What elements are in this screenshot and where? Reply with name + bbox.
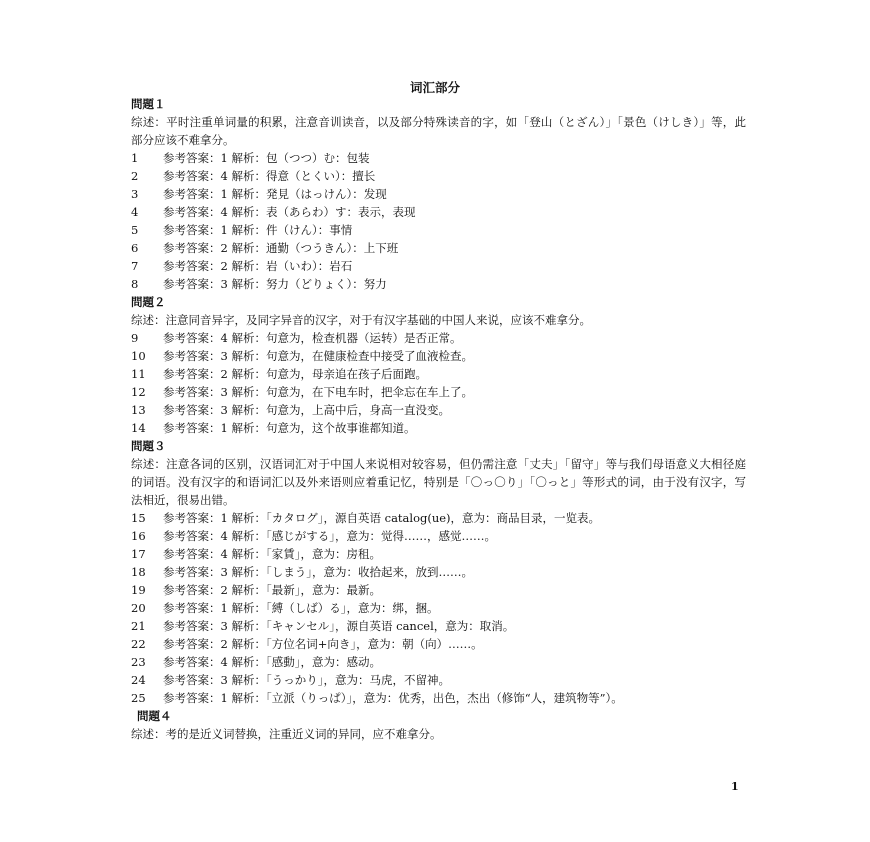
page-number: 1 (731, 780, 739, 793)
section-heading: 問題２ (131, 295, 166, 309)
answer-item (131, 221, 746, 239)
section-intro: 综述：注意各词的区别，汉语词汇对于中国人来说相对较容易，但仍需注意「丈夫」「留守」等与我们母语意义大相径庭的词语。没有汉字的和语词汇以及外来语则应着重记忆，特别是「〇っ〇り」「〇っと」等形式的词，由于没有汉字，写法相近，很易出错。 (131, 457, 746, 507)
answer-item (131, 635, 746, 653)
item-number: 9 (131, 331, 139, 345)
item-text: 参考答案：1 解析：句意为，这个故事谁都知道。 (163, 421, 416, 435)
item-text: 参考答案：4 解析：表（あらわ）す：表示，表现 (163, 205, 416, 219)
answer-item (131, 599, 746, 617)
section-heading: 問題１ (131, 97, 166, 111)
answer-item (131, 671, 746, 689)
item-number: 4 (131, 205, 139, 219)
item-text: 参考答案：3 解析：「キャンセル」，源自英语 cancel，意为：取消。 (163, 619, 515, 633)
answer-item (131, 203, 746, 221)
answer-item (131, 257, 746, 275)
item-text: 参考答案：2 解析：通勤（つうきん）：上下班 (163, 241, 399, 255)
answer-item (131, 347, 746, 365)
document-body (131, 95, 746, 743)
item-number: 7 (131, 259, 139, 273)
item-text: 参考答案：3 解析：努力（どりょく）：努力 (163, 277, 387, 291)
item-number: 18 (131, 565, 146, 579)
item-text: 参考答案：1 解析：「縛（しば）る」，意为：绑，捆。 (163, 601, 439, 615)
item-text: 参考答案：2 解析：「方位名词+向き」，意为：朝（向）……。 (163, 637, 483, 651)
item-text: 参考答案：3 解析：句意为，上高中后，身高一直没变。 (163, 403, 450, 417)
answer-item (131, 401, 746, 419)
item-text: 参考答案：4 解析：「感動」，意为：感动。 (163, 655, 381, 669)
item-number: 1 (131, 151, 139, 165)
item-number: 23 (131, 655, 146, 669)
item-number: 24 (131, 673, 146, 687)
item-number: 15 (131, 511, 146, 525)
item-number: 17 (131, 547, 146, 561)
item-number: 3 (131, 187, 139, 201)
item-number: 22 (131, 637, 146, 651)
item-text: 参考答案：1 解析：包（つつ）む：包装 (163, 151, 370, 165)
answer-item (131, 689, 746, 707)
item-text: 参考答案：2 解析：句意为，母亲追在孩子后面跑。 (163, 367, 427, 381)
item-text: 参考答案：1 解析：「立派（りっぱ）」，意为：优秀，出色，杰出（修饰“人，建筑物等”）。 (163, 691, 623, 705)
item-number: 21 (131, 619, 146, 633)
page-title: 词汇部分 (409, 80, 460, 95)
answer-item (131, 419, 746, 437)
item-text: 参考答案：4 解析：「感じがする」，意为：觉得……，感觉……。 (163, 529, 496, 543)
item-number: 25 (131, 691, 146, 705)
item-number: 14 (131, 421, 146, 435)
answer-item (131, 275, 746, 293)
item-number: 8 (131, 277, 139, 291)
item-number: 6 (131, 241, 139, 255)
answer-item (131, 149, 746, 167)
item-text: 参考答案：2 解析：岩（いわ）：岩石 (163, 259, 353, 273)
item-text: 参考答案：3 解析：「うっかり」，意为：马虎，不留神。 (163, 673, 450, 687)
item-number: 11 (131, 367, 146, 381)
item-text: 参考答案：3 解析：句意为，在健康检查中接受了血液检查。 (163, 349, 473, 363)
answer-item (131, 653, 746, 671)
section-intro: 综述：平时注重单词量的积累，注意音训读音，以及部分特殊读音的字，如「登山（とざん）」「景色（けしき）」等，此部分应该不难拿分。 (131, 115, 746, 147)
item-text: 参考答案：3 解析：「しまう」，意为：收拾起来，放到……。 (163, 565, 473, 579)
item-text: 参考答案：1 解析：件（けん）：事情 (163, 223, 353, 237)
section-intro: 综述：考的是近义词替换，注重近义词的异同，应不难拿分。 (131, 727, 442, 741)
answer-item (131, 239, 746, 257)
item-text: 参考答案：4 解析：「家賃」，意为：房租。 (163, 547, 381, 561)
item-text: 参考答案：3 解析：句意为，在下电车时，把伞忘在车上了。 (163, 385, 473, 399)
section-heading: 問題３ (131, 439, 166, 453)
item-number: 13 (131, 403, 146, 417)
answer-item (131, 383, 746, 401)
item-number: 20 (131, 601, 146, 615)
item-number: 5 (131, 223, 139, 237)
answer-item (131, 563, 746, 581)
item-number: 10 (131, 349, 146, 363)
answer-item (131, 185, 746, 203)
answer-item (131, 617, 746, 635)
answer-item (131, 581, 746, 599)
section-intro: 综述：注意同音异字，及同字异音的汉字，对于有汉字基础的中国人来说，应该不难拿分。 (131, 313, 591, 327)
section-heading: 問題４ (137, 709, 172, 723)
item-text: 参考答案：4 解析：得意（とくい）：擅长 (163, 169, 376, 183)
answer-item (131, 167, 746, 185)
item-text: 参考答案：4 解析：句意为，检查机器（运转）是否正常。 (163, 331, 462, 345)
item-number: 2 (131, 169, 139, 183)
item-text: 参考答案：1 解析：「カタログ」，源自英语 catalog(ue)，意为：商品目录，一览表。 (163, 511, 601, 525)
item-text: 参考答案：2 解析：「最新」，意为：最新。 (163, 583, 381, 597)
answer-item (131, 365, 746, 383)
answer-item (131, 329, 746, 347)
answer-item (131, 545, 746, 563)
item-number: 19 (131, 583, 146, 597)
answer-item (131, 509, 746, 527)
item-number: 16 (131, 529, 146, 543)
answer-item (131, 527, 746, 545)
item-number: 12 (131, 385, 146, 399)
item-text: 参考答案：1 解析：発見（はっけん）：发现 (163, 187, 387, 201)
